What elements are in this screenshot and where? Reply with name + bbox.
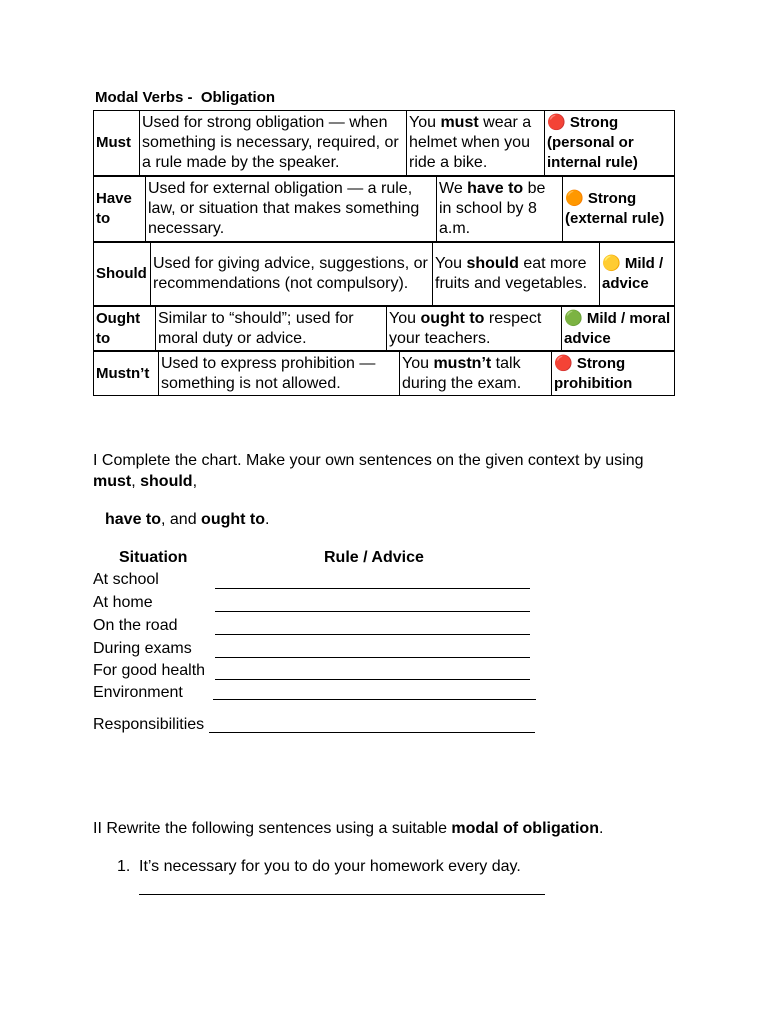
answer-line[interactable]	[215, 588, 530, 589]
item-text: It’s necessary for you to do your homework every day.	[139, 858, 521, 875]
example-cell: You ought to respect your teachers.	[389, 309, 542, 347]
term-cell: Have to	[96, 190, 132, 227]
meaning-cell: Similar to “should”; used for moral duty or advice.	[158, 309, 354, 347]
strength-cell: 🟡 Mild / advice	[602, 255, 664, 292]
meaning-cell: Used for strong obligation — when something is necessary, required, or a rule made by the speaker.	[142, 114, 399, 171]
strength-cell: 🔴 Strong prohibition	[554, 354, 633, 392]
section1-instruction-cont2: have to, and ought to.	[105, 511, 270, 528]
situation-label: Responsibilities	[93, 716, 205, 733]
table-row	[93, 306, 675, 351]
strength-cell: 🟠 Strong (external rule)	[565, 190, 665, 227]
situation-label: Environment	[93, 684, 183, 701]
example-cell: You must wear a helmet when you ride a bike.	[409, 114, 532, 171]
meaning-cell: Used for giving advice, suggestions, or recommendations (not compulsory).	[153, 255, 428, 292]
term-cell: Should	[96, 265, 147, 282]
col-rule-header: Rule / Advice	[324, 549, 424, 566]
section2-instruction: II Rewrite the following sentences using a suitable modal of obligation.	[93, 820, 604, 837]
answer-line[interactable]	[215, 657, 530, 658]
answer-line[interactable]	[213, 699, 536, 700]
answer-line[interactable]	[215, 611, 530, 612]
meaning-cell: Used for external obligation — a rule, law, or situation that makes something necessary.	[148, 180, 420, 237]
meaning-cell: Used to express prohibition — something is not allowed.	[161, 354, 376, 392]
example-cell: You mustn’t talk during the exam.	[402, 354, 522, 392]
situation-label: On the road	[93, 617, 178, 634]
section1-instruction: I Complete the chart. Make your own sentences on the given context by using	[93, 452, 648, 469]
example-cell: You should eat more fruits and vegetables.	[435, 255, 588, 292]
table-row	[93, 351, 675, 396]
term-cell: Must	[96, 134, 131, 151]
page-title: Modal Verbs - Obligation	[95, 89, 276, 106]
strength-cell: 🔴 Strong (personal or internal rule)	[547, 114, 638, 171]
answer-line[interactable]	[215, 634, 530, 635]
item-number: 1.	[117, 858, 131, 875]
col-situation-header: Situation	[119, 549, 188, 566]
example-cell: We have to be in school by 8 a.m.	[439, 180, 546, 237]
situation-label: For good health	[93, 662, 206, 679]
table-row	[93, 242, 675, 306]
term-cell: Mustn’t	[96, 364, 150, 382]
strength-cell: 🟢 Mild / moral advice	[564, 309, 671, 347]
term-cell: Ought to	[96, 309, 141, 347]
section1-instruction-cont: must, should,	[93, 473, 198, 490]
answer-line[interactable]	[139, 894, 545, 895]
situation-label: At school	[93, 571, 159, 588]
situation-label: During exams	[93, 640, 192, 657]
answer-line[interactable]	[215, 679, 530, 680]
table-row	[93, 110, 675, 176]
situation-label: At home	[93, 594, 153, 611]
answer-line[interactable]	[209, 732, 535, 733]
table-row	[93, 176, 675, 242]
